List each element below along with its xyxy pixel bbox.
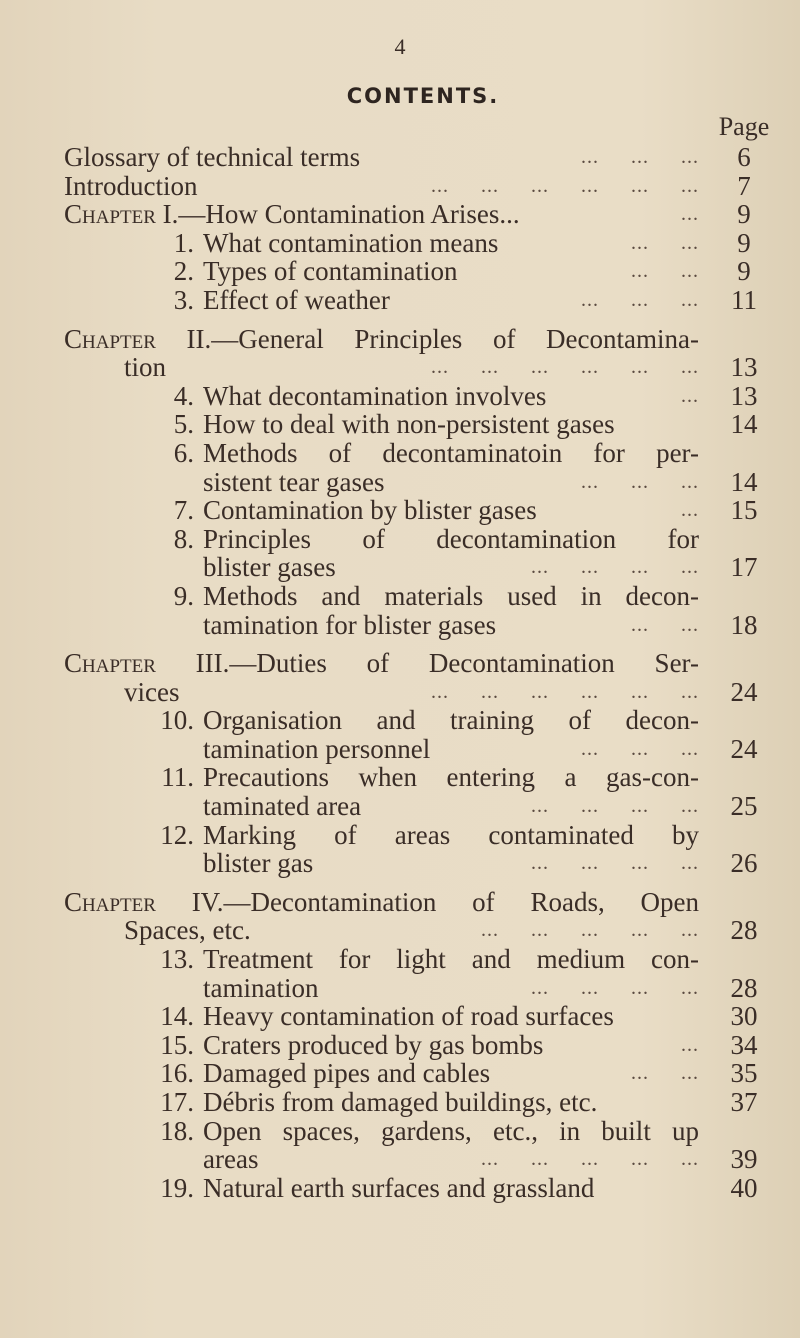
entry-page-number: 7 [737,170,751,201]
entry-body [203,1002,699,1031]
entry-body [64,325,699,354]
toc-section-entry[interactable] [0,706,800,735]
dot-leader: ... ... ... ... ... ... [431,356,699,379]
entry-body [203,849,699,878]
toc-section-entry[interactable] [0,496,800,525]
entry-title [124,916,251,945]
section-number: 13. [160,944,194,975]
toc-chapter-entry[interactable] [0,325,800,354]
dot-leader: ... ... ... [581,470,699,493]
dot-leader: ... [681,499,699,522]
toc-entry-continuation[interactable] [0,468,800,497]
entry-title [64,143,360,172]
entry-title [203,410,615,439]
entry-title [203,974,318,1003]
entry-page-number: 28 [730,915,758,946]
entry-text: blister gases [203,552,336,583]
entry-text: Contamination by blister gases [203,495,537,526]
entry-text: Marking of areas contaminated by [203,819,699,850]
entry-body [64,143,699,172]
toc-section-entry[interactable] [0,945,800,974]
dot-leader: ... ... [631,231,699,254]
toc-entry-continuation[interactable] [0,1145,800,1174]
entry-text: tamination [203,972,319,1003]
dot-leader: ... ... ... ... [531,795,699,818]
entry-page-number: 24 [730,733,758,764]
entry-body [203,706,699,735]
toc-entry-continuation[interactable] [0,974,800,1003]
toc-section-entry[interactable] [0,1088,800,1117]
entry-body [203,439,699,468]
chapter-prefix: Chapter [64,886,156,917]
entry-title [64,649,699,678]
entry-page-number: 35 [730,1058,758,1089]
entry-text: Organisation and training of decon- [203,705,699,736]
entry-body [203,792,699,821]
entry-body [203,1088,699,1117]
dot-leader: ... [681,384,699,407]
entry-text: Introduction [64,170,198,201]
entry-text: Treatment for light and medium con- [203,944,699,975]
entry-body [203,735,699,764]
section-number: 12. [160,819,194,850]
toc-chapter-entry[interactable] [0,200,800,229]
entry-text: Principles of decontamination for [203,523,699,554]
entry-text: Methods and materials used in decon- [203,580,699,611]
entry-title [64,325,699,354]
section-number: 4. [173,380,194,411]
entry-title [203,849,313,878]
entry-text: What contamination means [203,227,499,258]
entry-text: tamination for blister gases [203,609,497,640]
entry-title [203,1117,699,1146]
section-number: 1. [173,227,194,258]
entry-text: What decontamination involves [203,380,547,411]
entry-page-number: 13 [730,352,758,383]
dot-leader: ... ... [631,1062,699,1085]
page-title: CONTENTS. [346,84,500,108]
entry-title [203,611,496,640]
entry-title [203,1174,594,1203]
dot-leader: ... ... ... [581,146,699,168]
toc-chapter-entry[interactable] [0,649,800,678]
entry-body [124,678,699,707]
entry-text: Types of contamination [203,256,458,287]
entry-title [203,945,699,974]
toc-chapter-entry[interactable] [0,172,800,201]
section-number: 5. [173,409,194,440]
toc-entry-continuation[interactable] [0,849,800,878]
entry-text: III.—Duties of Decontamination Ser- [155,648,699,679]
dot-leader: ... ... [631,613,699,636]
entry-body [203,582,699,611]
entry-title [203,1059,490,1088]
dot-leader: ... ... [631,260,699,283]
toc-section-entry[interactable] [0,1174,800,1203]
dot-leader: ... ... ... ... ... ... [431,174,699,197]
entry-body [203,229,699,258]
entry-body [203,1145,699,1174]
entry-text: blister gas [203,848,314,879]
toc-entry-continuation[interactable] [0,735,800,764]
entry-title [203,286,390,315]
entry-page-number: 14 [730,409,758,440]
toc-section-entry[interactable] [0,763,800,792]
entry-title [203,763,699,792]
table-of-contents [0,143,800,1202]
entry-title [203,735,430,764]
entry-title [203,553,336,582]
entry-text: sistent tear gases [203,466,385,497]
section-number: 14. [160,1001,194,1032]
entry-text: I.—How Contamination Arises... [155,199,520,230]
dot-leader: ... ... ... ... ... [481,919,699,942]
entry-text: Damaged pipes and cables [203,1058,491,1089]
entry-title [64,200,520,229]
entry-title [203,821,699,850]
entry-text: Open spaces, gardens, etc., in built up [203,1115,699,1146]
entry-text: IV.—Decontamination of Roads, Open [155,886,699,917]
toc-section-entry[interactable] [0,821,800,850]
entry-title [203,582,699,611]
entry-title [203,468,384,497]
entry-body [203,525,699,554]
entry-title [203,1088,597,1117]
toc-entry-continuation[interactable] [0,353,800,382]
toc-chapter-entry[interactable] [0,143,800,172]
entry-title [203,257,458,286]
dot-leader: ... ... ... ... [531,556,699,579]
entry-page-number: 28 [730,972,758,1003]
entry-body [64,649,699,678]
toc-section-entry[interactable] [0,382,800,411]
entry-body [203,382,699,411]
entry-text: Natural earth surfaces and grassland [203,1172,595,1203]
entry-title [203,1031,543,1060]
dot-leader: ... ... ... [581,288,699,311]
entry-text: Glossary of technical terms [64,142,361,172]
toc-entry-continuation[interactable] [0,792,800,821]
chapter-prefix: Chapter [64,648,156,679]
entry-page-number: 37 [730,1087,758,1117]
section-number: 9. [173,580,194,611]
section-number: 8. [173,523,194,554]
entry-page-number: 26 [730,848,758,879]
entry-body [64,172,699,201]
entry-text: Precautions when entering a gas-con- [203,762,699,793]
toc-section-entry[interactable] [0,410,800,439]
entry-body [124,353,699,382]
entry-page-number: 24 [730,676,758,707]
section-number: 16. [160,1058,194,1089]
entry-page-number: 11 [731,284,757,315]
entry-body [203,945,699,974]
entry-body [203,1059,699,1088]
entry-title [64,888,699,917]
entry-body [203,611,699,640]
entry-body [124,916,699,945]
entry-title [203,496,537,525]
entry-body [64,888,699,917]
entry-text: Débris from damaged buildings, etc. [203,1087,598,1117]
entry-page-number: 15 [730,495,758,526]
toc-section-entry[interactable] [0,1059,800,1088]
entry-page-number: 9 [737,227,751,258]
entry-title [203,1002,614,1031]
dot-leader: ... ... ... [581,737,699,760]
entry-body [203,286,699,315]
entry-page-number: 34 [730,1029,758,1060]
entry-text: II.—General Principles of Decontamina- [155,323,699,354]
section-number: 11. [161,762,194,793]
entry-page-number: 14 [730,466,758,497]
entry-page-number: 18 [730,609,758,640]
toc-section-entry[interactable] [0,1031,800,1060]
section-number: 6. [173,437,194,468]
entry-body [203,1031,699,1060]
entry-page-number: 9 [737,256,751,287]
entry-page-number: 13 [730,380,758,411]
entry-text: Methods of decontaminatoin for per- [203,437,699,468]
toc-section-entry[interactable] [0,1002,800,1031]
entry-text: taminated area [203,791,362,822]
dot-leader: ... ... ... ... ... [481,1148,699,1171]
entry-body [203,257,699,286]
entry-body [203,496,699,525]
section-number: 3. [173,284,194,315]
section-number: 18. [160,1115,194,1146]
dot-leader: ... ... ... ... [531,976,699,999]
entry-text: Heavy contamination of road surfaces [203,1001,614,1032]
entry-page-number: 6 [737,142,751,172]
section-number: 7. [173,495,194,526]
entry-text: Spaces, etc. [124,915,251,946]
entry-title [124,678,179,707]
entry-text: vices [124,676,180,707]
entry-body [203,410,699,439]
toc-entry-continuation[interactable] [0,916,800,945]
entry-body [203,553,699,582]
entry-title [203,382,546,411]
entry-page-number: 17 [730,552,758,583]
toc-chapter-entry[interactable] [0,888,800,917]
toc-section-entry[interactable] [0,286,800,315]
chapter-prefix: Chapter [64,323,156,354]
entry-title [203,792,361,821]
toc-section-entry[interactable] [0,582,800,611]
entry-text: tamination personnel [203,733,431,764]
toc-section-entry[interactable] [0,1117,800,1146]
entry-text: How to deal with non-persistent gases [203,409,615,440]
section-number: 17. [160,1087,194,1117]
entry-page-number: 30 [730,1001,758,1032]
entry-title [203,525,699,554]
chapter-prefix: Chapter [64,199,156,230]
toc-section-entry[interactable] [0,439,800,468]
entry-title [64,172,197,201]
entry-page-number: 40 [730,1172,758,1203]
entry-text: Effect of weather [203,284,390,315]
entry-page-number: 9 [737,199,751,230]
entry-title [203,439,699,468]
entry-title [203,706,699,735]
toc-section-entry[interactable] [0,229,800,258]
section-number: 19. [160,1172,194,1203]
section-number: 10. [160,705,194,736]
entry-title [203,229,498,258]
entry-text: tion [124,352,167,383]
toc-entry-continuation[interactable] [0,611,800,640]
dot-leader: ... ... ... ... ... ... [431,680,699,703]
entry-body [203,1174,699,1203]
entry-body [203,1117,699,1146]
entry-body [64,200,699,229]
entry-text: areas [203,1144,259,1175]
toc-entry-continuation[interactable] [0,678,800,707]
dot-leader: ... ... ... ... [531,852,699,875]
entry-body [203,821,699,850]
section-number: 2. [173,256,194,287]
page-column-header: Page [718,112,770,141]
page-number: 4 [394,34,406,59]
entry-text: Craters produced by gas bombs [203,1029,544,1060]
dot-leader: ... [681,1033,699,1056]
dot-leader: ... [681,203,699,226]
entry-page-number: 39 [730,1144,758,1175]
entry-body [203,468,699,497]
section-number: 15. [160,1029,194,1060]
toc-section-entry[interactable] [0,525,800,554]
entry-title [124,353,166,382]
entry-body [203,763,699,792]
toc-entry-continuation[interactable] [0,553,800,582]
entry-title [203,1145,258,1174]
toc-section-entry[interactable] [0,257,800,286]
entry-body [203,974,699,1003]
entry-page-number: 25 [730,791,758,822]
